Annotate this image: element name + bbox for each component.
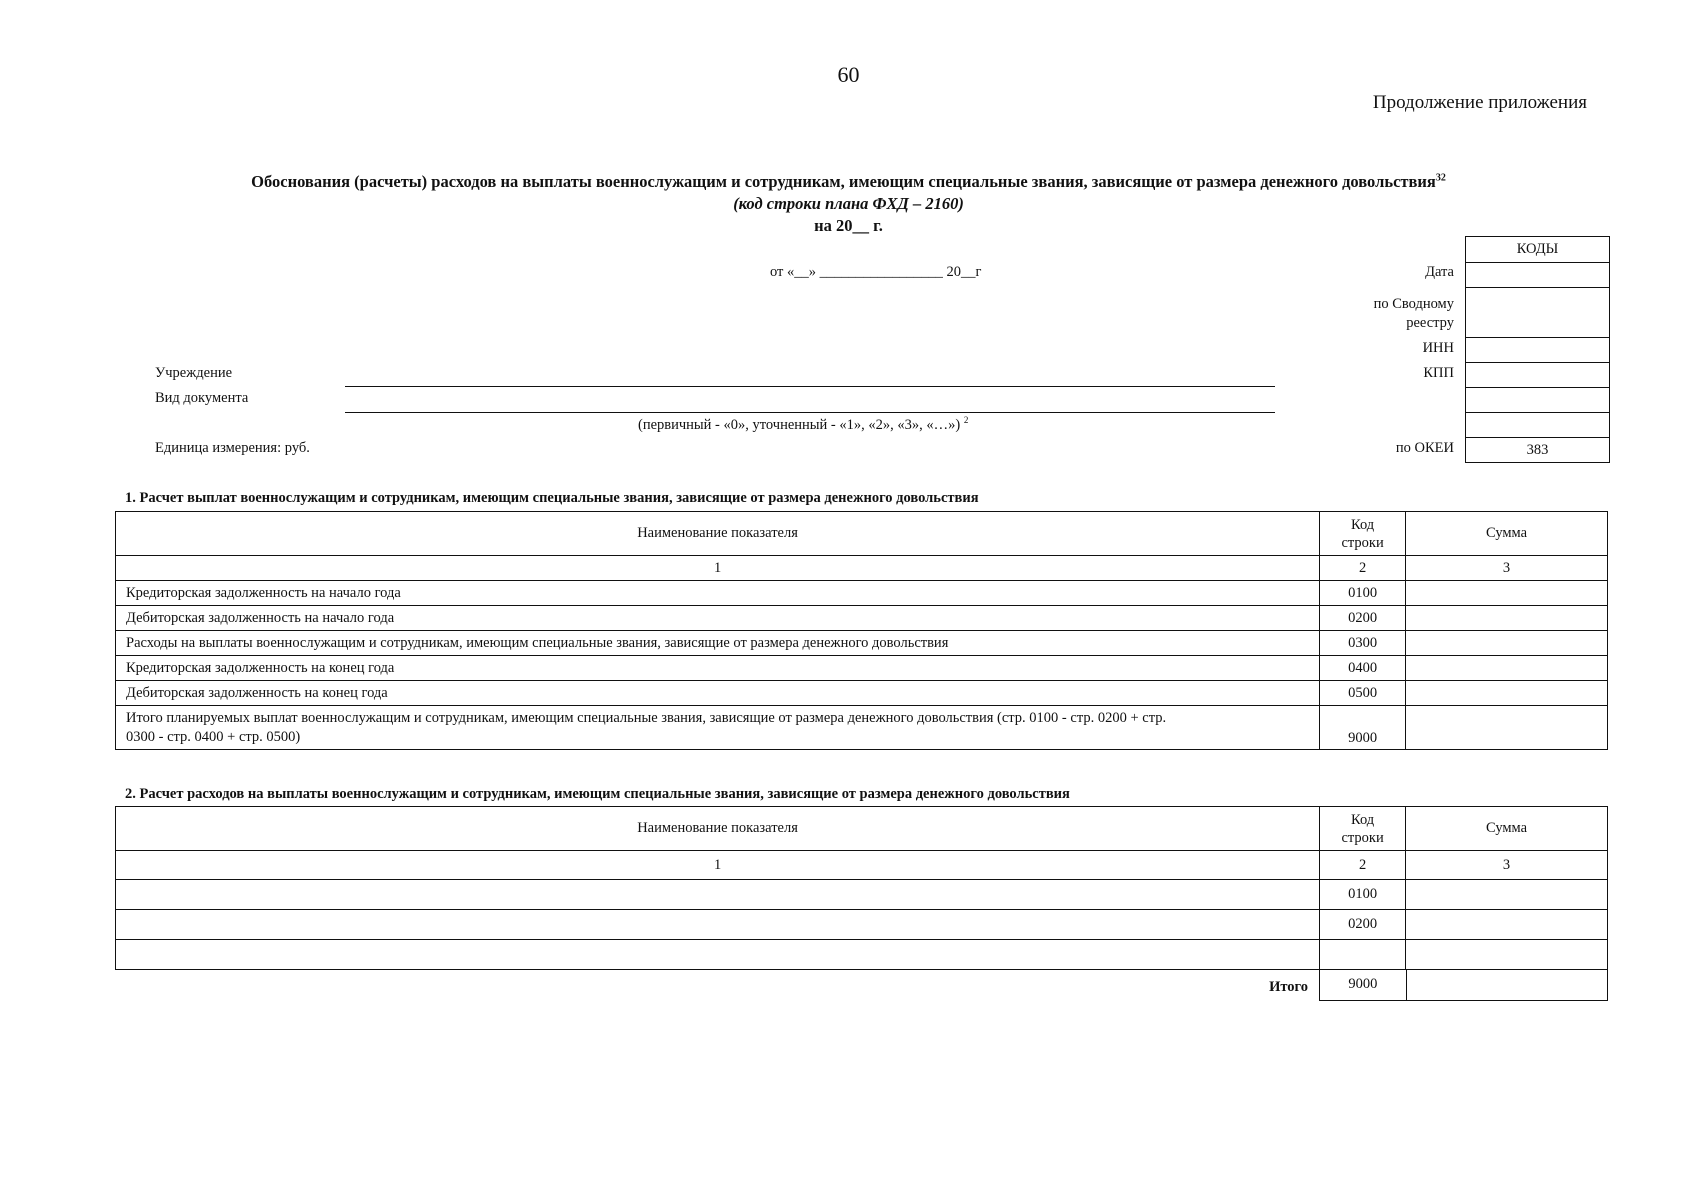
codes-okei-cell: 383 [1526,442,1549,458]
continuation-label: Продолжение приложения [1372,92,1587,113]
codes-inn-cell[interactable] [1466,338,1609,363]
section1-header-name: Наименование показателя [116,512,1320,556]
row-name[interactable] [116,880,1320,910]
table-row [116,940,1608,970]
row-code: 0400 [1320,656,1406,681]
section1-header-code-1: Код [1351,516,1375,533]
section1-total-row [116,706,1608,750]
table-row [116,606,1608,631]
page-number: 60 [837,62,860,87]
codes-registry-cell[interactable] [1466,288,1609,338]
table-row [116,880,1608,910]
row-sum[interactable] [1406,940,1608,970]
date-line: от «__» _________________ 20__г [770,264,982,280]
section2-total-table [1319,970,1608,1001]
section1-table [115,511,1608,750]
section2-total-label: Итого [1269,979,1308,995]
doc-type-line[interactable] [345,412,1275,413]
section2-title: 2. Расчет расходов на выплаты военнослужащим и сотрудникам, имеющим специальные звания, зависящие от размера денежного довольствия [125,786,1070,802]
table-row [116,910,1608,940]
table-row [116,581,1608,606]
codes-doc-type-cell[interactable] [1466,413,1609,438]
section2-header-code-1: Код [1351,811,1375,828]
row-name: Расходы на выплаты военнослужащим и сотрудникам, имеющим специальные звания, зависящие от размера денежного довольствия [116,631,1320,656]
row-code [1320,940,1406,970]
section1-header-code [1320,512,1406,556]
institution-label: Учреждение [155,365,233,381]
unit-label: Единица измерения: руб. [155,440,310,456]
section2-total-sum[interactable] [1406,970,1607,1000]
doc-type-label: Вид документа [155,390,249,406]
registry-label-1: по Сводному [1373,296,1454,312]
total-row-name-2: 0300 - стр. 0400 + стр. 0500) [126,728,301,745]
document-title [0,172,1697,192]
registry-label-2: реестру [1406,315,1454,331]
codes-extra-cell[interactable] [1466,388,1609,413]
table-row [116,631,1608,656]
row-name[interactable] [116,910,1320,940]
row-code: 0200 [1320,606,1406,631]
title-footnote: 32 [1435,172,1446,184]
section2-num-3: 3 [1406,851,1608,880]
row-sum[interactable] [1406,606,1608,631]
row-code: 0100 [1320,581,1406,606]
codes-header: КОДЫ [1466,237,1609,263]
okei-label: по ОКЕИ [1395,440,1454,456]
section2-table [115,806,1608,970]
row-sum[interactable] [1406,681,1608,706]
institution-line[interactable] [345,386,1275,387]
table-row [116,656,1608,681]
section2-header-name: Наименование показателя [116,807,1320,851]
total-row-name [116,706,1320,750]
inn-label: ИНН [1422,340,1454,356]
section1-num-3: 3 [1406,556,1608,581]
total-row-name-1: Итого планируемых выплат военнослужащим и сотрудникам, имеющим специальные звания, зависящие от размера денежного довольствия (стр. 0100 - стр. 0200 + стр. [126,709,1167,726]
doc-type-hint-text: (первичный - «0», уточненный - «1», «2», «3», «…») [638,416,961,433]
codes-date-cell[interactable] [1466,263,1609,288]
row-name: Кредиторская задолженность на конец года [116,656,1320,681]
section2-total-code: 9000 [1320,970,1407,1000]
section1-title: 1. Расчет выплат военнослужащим и сотрудникам, имеющим специальные звания, зависящие от размера денежного довольствия [125,490,979,506]
row-name: Дебиторская задолженность на начало года [116,606,1320,631]
section1-header-code-2: строки [1341,534,1384,551]
section2-header-code-2: строки [1341,829,1384,846]
section2-num-1: 1 [116,851,1320,880]
section2-number-row [116,851,1608,880]
row-sum[interactable] [1406,631,1608,656]
kpp-label: КПП [1423,365,1454,381]
section1-num-2: 2 [1320,556,1406,581]
row-code: 0200 [1320,910,1406,940]
section2-num-2: 2 [1320,851,1406,880]
row-code: 0100 [1320,880,1406,910]
section1-header-sum: Сумма [1406,512,1608,556]
date-label: Дата [1425,264,1454,280]
section2-header-code [1320,807,1406,851]
row-sum[interactable] [1406,581,1608,606]
row-name: Кредиторская задолженность на начало года [116,581,1320,606]
doc-type-hint-footnote: 2 [963,415,969,425]
table-row [116,681,1608,706]
title-text: Обоснования (расчеты) расходов на выплаты военнослужащим и сотрудникам, имеющим специальные звания, зависящие от размера денежного довольствия [251,172,1436,191]
row-sum[interactable] [1406,880,1608,910]
row-name: Дебиторская задолженность на конец года [116,681,1320,706]
row-sum[interactable] [1406,656,1608,681]
section1-number-row [116,556,1608,581]
section1-header-row [116,512,1608,556]
codes-kpp-cell[interactable] [1466,363,1609,388]
doc-type-hint [638,415,968,434]
document-subtitle: (код строки плана ФХД – 2160) [733,194,964,213]
codes-box [1465,236,1610,463]
row-code: 0500 [1320,681,1406,706]
row-name[interactable] [116,940,1320,970]
total-row-code: 9000 [1320,706,1406,750]
section2-total-row [1320,970,1608,1000]
row-sum[interactable] [1406,910,1608,940]
section2-header-row [116,807,1608,851]
total-row-sum[interactable] [1406,706,1608,750]
section2-header-sum: Сумма [1406,807,1608,851]
document-year: на 20__ г. [814,216,883,235]
section1-num-1: 1 [116,556,1320,581]
row-code: 0300 [1320,631,1406,656]
